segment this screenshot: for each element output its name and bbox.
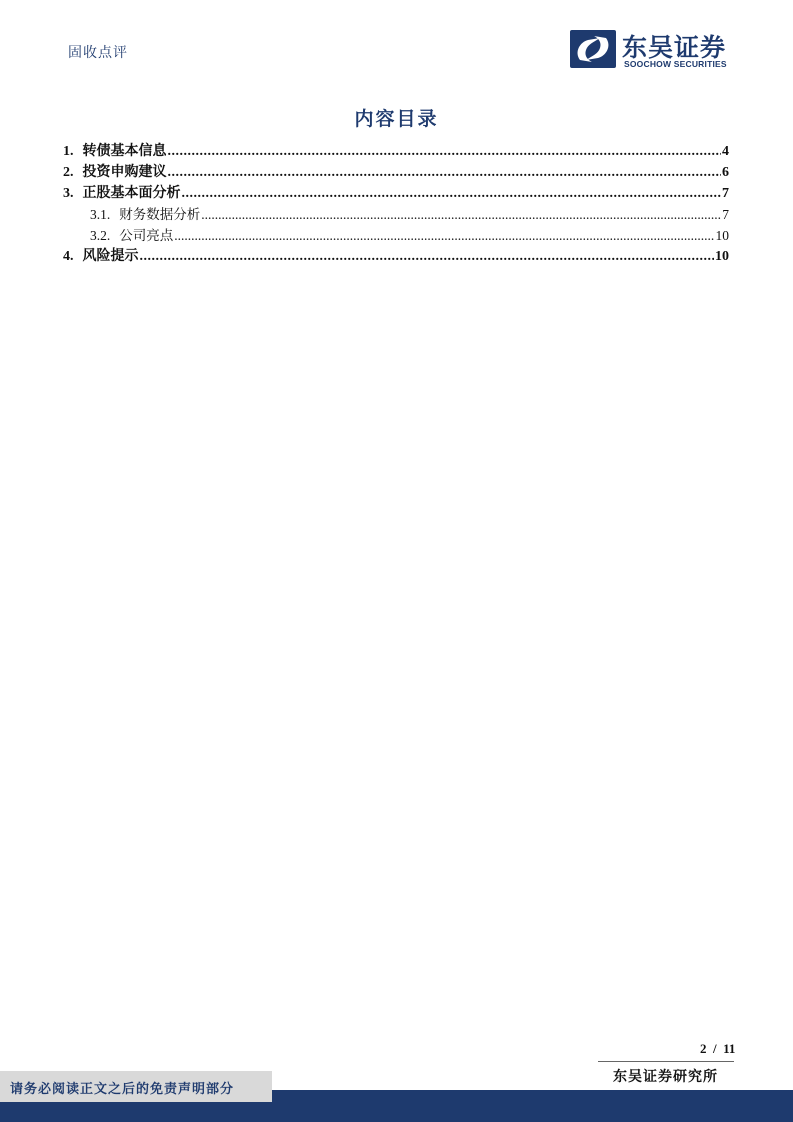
toc-leader-dots: [182, 185, 722, 203]
soochow-logo-icon: [570, 30, 616, 68]
toc-entry-title: 正股基本面分析: [82, 186, 181, 201]
toc-entry[interactable]: [63, 140, 729, 161]
toc-title: 内容目录: [354, 109, 439, 130]
toc-entry-number: 1.: [63, 144, 74, 159]
toc-entry-number: 3.: [63, 186, 74, 201]
toc-entry-title: 公司亮点: [119, 228, 174, 243]
header-tag: 固收点评: [68, 46, 128, 61]
company-logo: [570, 30, 740, 70]
toc-leader-dots: [201, 206, 721, 224]
toc-entry-number: 2.: [63, 165, 74, 180]
toc-leader-dots: [168, 143, 722, 161]
footer-divider: [598, 1061, 734, 1062]
toc-entry[interactable]: [63, 161, 729, 182]
table-of-contents: [63, 140, 729, 266]
toc-entry-title: 投资申购建议: [82, 165, 167, 180]
toc-entry-page: 7: [722, 207, 729, 222]
toc-leader-dots: [140, 248, 715, 266]
toc-entry-number: 3.2.: [90, 228, 111, 243]
logo-name-en: SOOCHOW SECURITIES: [624, 59, 727, 69]
toc-entry-title: 转债基本信息: [82, 144, 167, 159]
toc-entry-number: 3.1.: [90, 207, 111, 222]
toc-entry[interactable]: [63, 245, 729, 266]
footer-org-name: 东吴证券研究所: [613, 1070, 718, 1085]
toc-entry[interactable]: [63, 182, 729, 203]
toc-leader-dots: [168, 164, 722, 182]
page-number: 2 / 11: [700, 1041, 736, 1056]
footer-disclaimer: 请务必阅读正文之后的免责声明部分: [10, 1081, 235, 1096]
toc-entry-page: 10: [715, 249, 729, 264]
toc-entry-page: 7: [722, 186, 729, 201]
toc-entry-page: 6: [722, 165, 729, 180]
toc-subentry[interactable]: [63, 203, 729, 224]
logo-name-cn: 东吴证券: [622, 33, 727, 62]
toc-entry-number: 4.: [63, 249, 74, 264]
toc-entry-title: 财务数据分析: [119, 207, 201, 222]
toc-leader-dots: [174, 227, 714, 245]
toc-entry-page: 4: [722, 144, 729, 159]
toc-entry-page: 10: [715, 228, 729, 243]
toc-entry-title: 风险提示: [82, 249, 139, 264]
toc-subentry[interactable]: [63, 224, 729, 245]
